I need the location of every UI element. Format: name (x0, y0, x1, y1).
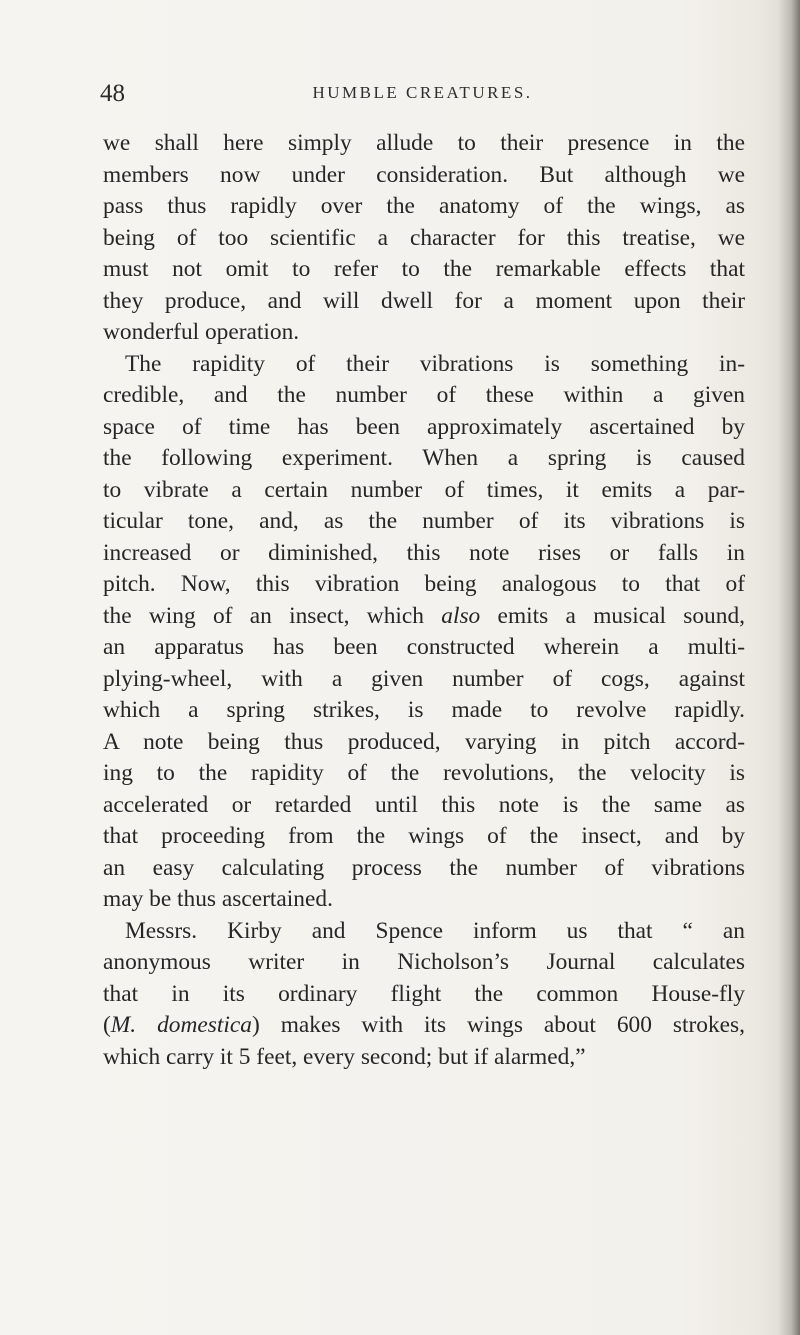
text-line: increased or diminished, this note rises or falls in (103, 539, 745, 566)
text-line: that proceeding from the wings of the insect, and by (103, 823, 745, 849)
text-line: members now under consideration. But although we (103, 161, 745, 188)
text-run: emits a musical sound, (480, 602, 745, 629)
text-line: pitch. Now, this vibration being analogous to that of (103, 571, 745, 597)
text-line-with-italic (103, 601, 745, 633)
italic-word: also (441, 602, 481, 629)
text-line: wonderful operation. (103, 319, 300, 345)
text-line: an easy calculating process the number of vibrations (103, 854, 745, 881)
text-run: ( (103, 1012, 111, 1038)
text-line: an apparatus has been constructed wherein a multi- (103, 634, 745, 660)
text-line: which carry it 5 feet, every second; but if alarmed,” (103, 1043, 586, 1070)
page-edge-shadow (778, 0, 800, 1335)
text-line: accelerated or retarded until this note is the same as (103, 791, 745, 818)
text-line: A note being thus produced, varying in pitch accord- (103, 728, 745, 755)
paragraph-start-line: The rapidity of their vibrations is something in- (125, 350, 745, 377)
text-run: the wing of an insect, which (103, 602, 442, 629)
text-line: pass thus rapidly over the anatomy of the wings, as (103, 193, 745, 219)
text-line: they produce, and will dwell for a moment upon their (103, 287, 745, 314)
text-line: plying-wheel, with a given number of cogs, against (103, 665, 745, 692)
text-line: credible, and the number of these within a given (103, 382, 745, 408)
text-line: anonymous writer in Nicholson’s Journal calculates (103, 949, 745, 975)
italic-species-name: M. domestica (110, 1012, 252, 1038)
text-line: may be thus ascertained. (103, 886, 333, 912)
text-line: the following experiment. When a spring is caused (103, 445, 745, 471)
paragraph-start-line: Messrs. Kirby and Spence inform us that “ an (125, 917, 745, 944)
page-header (100, 80, 745, 120)
text-line: to vibrate a certain number of times, it emits a par- (103, 476, 745, 503)
page-number: 48 (100, 80, 125, 107)
text-run: ) makes with its wings about 600 strokes, (251, 1012, 746, 1038)
text-line: being of too scientific a character for this treatise, we (103, 224, 745, 251)
body-text (103, 128, 745, 1073)
text-line-with-italic (103, 1010, 745, 1042)
running-title: HUMBLE CREATURES. (312, 83, 533, 102)
text-line: space of time has been approximately ascertained by (103, 413, 745, 440)
text-line: which a spring strikes, is made to revolve rapidly. (103, 697, 745, 723)
text-line: must not omit to refer to the remarkable effects that (103, 256, 745, 282)
text-line: that in its ordinary flight the common House-fly (103, 980, 745, 1007)
text-line: ing to the rapidity of the revolutions, the velocity is (103, 760, 745, 786)
text-line: we shall here simply allude to their presence in the (103, 130, 745, 156)
text-line: ticular tone, and, as the number of its vibrations is (103, 508, 745, 534)
